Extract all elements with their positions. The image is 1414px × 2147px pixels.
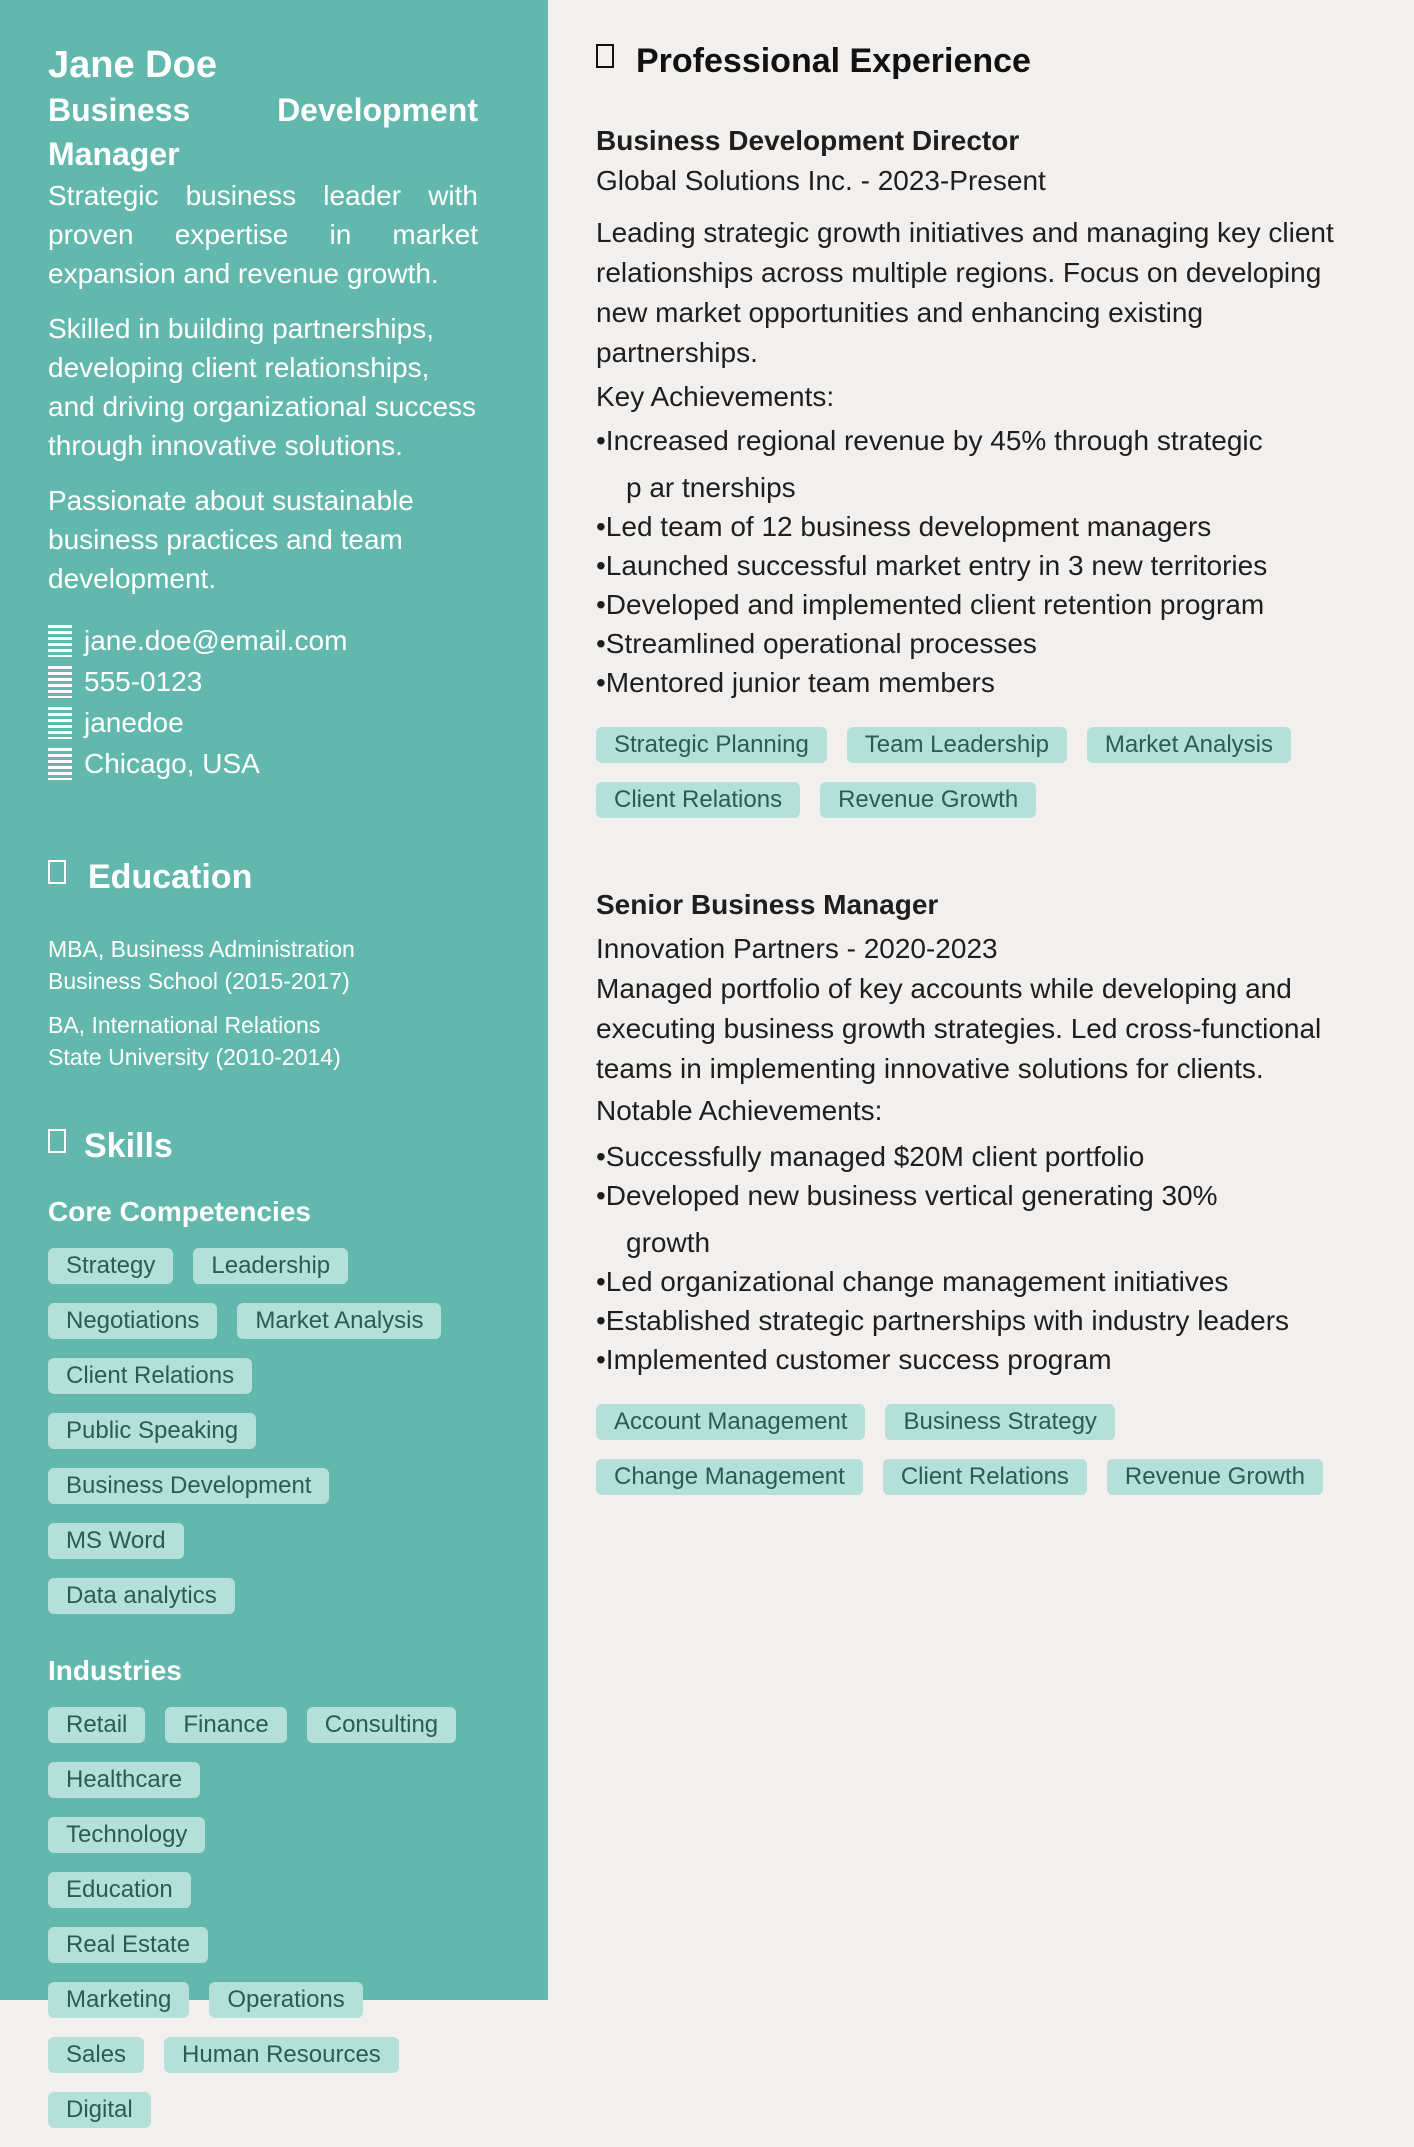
job-entry <box>596 885 1364 1514</box>
email-icon <box>48 625 72 657</box>
education-school: Business School (2015-2017) <box>48 968 350 994</box>
industry-tag: Human Resources <box>164 2037 399 2073</box>
skill-tag: Strategy <box>48 1248 173 1284</box>
job-tag: Client Relations <box>596 782 800 818</box>
skill-tag: Data analytics <box>48 1578 235 1614</box>
skills-heading <box>48 1127 478 1166</box>
skill-tag: MS Word <box>48 1523 184 1559</box>
achievement-item: •Streamlined operational processes <box>596 628 1037 659</box>
industry-tag: Finance <box>165 1707 286 1743</box>
job-tag: Account Management <box>596 1404 865 1440</box>
main-content <box>548 0 1414 2000</box>
industry-tag: Real Estate <box>48 1927 208 1963</box>
achievement-item: •Successfully managed $20M client portfolio <box>596 1141 1145 1172</box>
candidate-title: Business Development Manager <box>48 92 478 172</box>
job-tag: Market Analysis <box>1087 727 1291 763</box>
education-entry <box>48 1009 478 1073</box>
job-tag: Business Strategy <box>885 1404 1114 1440</box>
industry-tag: Sales <box>48 2037 144 2073</box>
industry-tag: Marketing <box>48 1982 189 2018</box>
education-degree: MBA, Business Administration <box>48 936 355 962</box>
location-icon <box>48 748 72 780</box>
job-role: Senior Business Manager <box>596 889 939 920</box>
contact-location <box>48 743 478 784</box>
industry-tag: Digital <box>48 2092 151 2128</box>
achievement-item: p ar tnerships <box>626 472 796 503</box>
skill-tag: Business Development <box>48 1468 329 1504</box>
job-description: Leading strategic growth initiatives and managing key client relationships across multiple regions. Focus on developing new market opportunities and enhancing existing partnerships. <box>596 217 1334 368</box>
skill-tag: Leadership <box>193 1248 348 1284</box>
contact-list <box>48 620 478 784</box>
achievement-item: •Led organizational change management initiatives <box>596 1266 1229 1297</box>
achievement-item: •Led team of 12 business development managers <box>596 511 1212 542</box>
experience-heading <box>596 42 1364 81</box>
achievements-heading: Notable Achievements: <box>596 1095 883 1126</box>
education-entry <box>48 933 478 997</box>
industry-tag: Education <box>48 1872 191 1908</box>
job-tag: Team Leadership <box>847 727 1067 763</box>
job-tag: Change Management <box>596 1459 863 1495</box>
job-tags <box>596 1404 1364 1514</box>
candidate-name: Jane Doe <box>48 44 217 86</box>
skill-tag: Negotiations <box>48 1303 217 1339</box>
contact-linkedin-value: janedoe <box>84 706 184 738</box>
experience-heading-text: Professional Experience <box>636 42 1031 80</box>
achievements-list <box>596 1137 1364 1379</box>
achievement-item: •Implemented customer success program <box>596 1344 1112 1375</box>
contact-location-value: Chicago, USA <box>84 747 260 779</box>
industries-heading: Industries <box>48 1655 182 1686</box>
achievement-item: •Launched successful market entry in 3 new territories <box>596 550 1268 581</box>
job-company: Global Solutions Inc. - 2023-Present <box>596 165 1046 196</box>
education-school: State University (2010-2014) <box>48 1044 341 1070</box>
contact-phone[interactable] <box>48 661 478 702</box>
achievement-item: growth <box>626 1227 711 1258</box>
industry-tag: Technology <box>48 1817 205 1853</box>
education-heading <box>48 858 478 897</box>
job-tag: Revenue Growth <box>1107 1459 1323 1495</box>
job-tag: Client Relations <box>883 1459 1087 1495</box>
achievement-item: •Established strategic partnerships with industry leaders <box>596 1305 1290 1336</box>
linkedin-icon <box>48 707 72 739</box>
achievements-heading: Key Achievements: <box>596 381 835 412</box>
skills-heading-text: Skills <box>84 1127 173 1165</box>
education-degree: BA, International Relations <box>48 1012 321 1038</box>
core-competencies-heading: Core Competencies <box>48 1196 311 1227</box>
education-heading-text: Education <box>88 858 253 896</box>
job-entry <box>596 121 1364 837</box>
job-role: Business Development Director <box>596 125 1020 156</box>
job-tags <box>596 727 1364 837</box>
contact-email[interactable] <box>48 620 478 661</box>
contact-linkedin[interactable] <box>48 702 478 743</box>
achievement-item: •Mentored junior team members <box>596 667 995 698</box>
education-icon <box>48 860 66 884</box>
skills-icon <box>48 1129 66 1153</box>
industry-tag: Operations <box>209 1982 362 2018</box>
job-description: Managed portfolio of key accounts while developing and executing business growth strategies. Led cross-functional teams in implementing innovative solutions for clients. <box>596 973 1322 1084</box>
job-company: Innovation Partners - 2020-2023 <box>596 933 998 964</box>
summary-paragraph: Strategic business leader with proven expertise in market expansion and revenue growth. <box>48 180 478 289</box>
core-competencies-tags <box>48 1248 478 1633</box>
job-tag: Strategic Planning <box>596 727 827 763</box>
contact-phone-value: 555-0123 <box>84 665 203 697</box>
industry-tag: Consulting <box>307 1707 456 1743</box>
achievement-item: •Developed new business vertical generating 30% <box>596 1180 1218 1211</box>
sidebar <box>0 0 548 2123</box>
achievements-list <box>596 421 1364 702</box>
industry-tag: Healthcare <box>48 1762 200 1798</box>
industries-tags <box>48 1707 478 2147</box>
contact-email-value: jane.doe@email.com <box>84 624 348 656</box>
skill-tag: Market Analysis <box>237 1303 441 1339</box>
skill-tag: Client Relations <box>48 1358 252 1394</box>
achievement-item: •Developed and implemented client retention program <box>596 589 1265 620</box>
job-tag: Revenue Growth <box>820 782 1036 818</box>
phone-icon <box>48 666 72 698</box>
summary-paragraph: Skilled in building partnerships, developing client relationships, and driving organizational success through innovative solutions. <box>48 313 477 461</box>
achievement-item: •Increased regional revenue by 45% through strategic <box>596 425 1263 456</box>
briefcase-icon <box>596 44 614 68</box>
summary-paragraph: Passionate about sustainable business practices and team development. <box>48 485 414 594</box>
skill-tag: Public Speaking <box>48 1413 256 1449</box>
industry-tag: Retail <box>48 1707 145 1743</box>
